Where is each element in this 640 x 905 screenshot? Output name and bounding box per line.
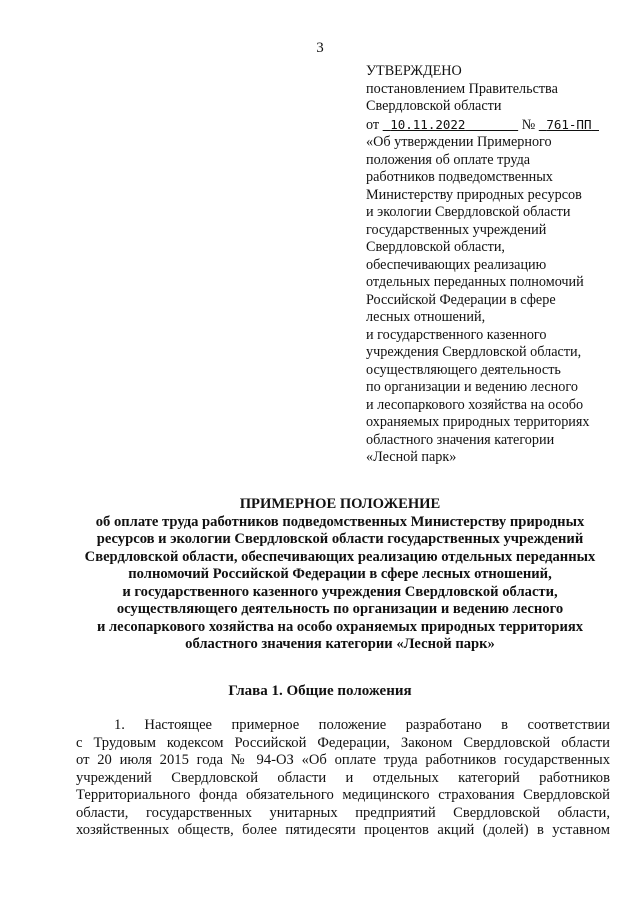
date-prefix: от — [366, 116, 380, 133]
approval-subject-line: отдельных переданных полномочий — [366, 274, 584, 290]
approval-subject-line: Свердловской области, — [366, 239, 505, 255]
approval-line: Свердловской области — [366, 98, 502, 114]
approval-subject-line: и экологии Свердловской области — [366, 204, 571, 220]
approval-subject-line: учреждения Свердловской области, — [366, 344, 582, 360]
document-title-line: полномочий Российской Федерации в сфере лесных отношений, — [128, 566, 552, 582]
approval-subject-line: «Об утверждении Примерного — [366, 134, 552, 150]
approval-subject-line: «Лесной парк» — [366, 449, 457, 465]
approval-line: постановлением Правительства — [366, 80, 558, 97]
document-title-line: Свердловской области, обеспечивающих реализацию отдельных переданных — [84, 548, 596, 565]
approval-subject-line: по организации и ведению лесного — [366, 379, 578, 395]
approval-subject-line: лесных отношений, — [366, 309, 486, 325]
approval-date: 10.11.2022 — [390, 116, 466, 132]
document-title-line: ресурсов и экологии Свердловской области государственных учреждений — [96, 531, 584, 547]
approval-subject-line: работников подведомственных — [366, 169, 553, 185]
approval-number: 761-ПП — [546, 116, 592, 132]
approval-subject-line: и лесопаркового хозяйства на особо — [366, 396, 584, 413]
approval-subject-line: положения об оплате труда — [366, 151, 531, 168]
document-title-heading: ПРИМЕРНОЕ ПОЛОЖЕНИЕ — [239, 496, 441, 512]
approval-subject-line: обеспечивающих реализацию — [366, 256, 547, 273]
approval-subject-line: осуществляющего деятельность — [366, 361, 561, 378]
number-prefix: № — [521, 116, 536, 133]
approval-subject-line: Российской Федерации в сфере — [366, 291, 556, 308]
body-paragraph — [76, 717, 610, 840]
paragraph-line: учреждений Свердловской области и отдельных категорий работников — [76, 769, 610, 786]
document-title-line: и лесопаркового хозяйства на особо охраняемых природных территориях — [96, 618, 584, 635]
paragraph-line: Территориального фонда обязательного медицинского страхования Свердловской — [76, 787, 610, 803]
document-title-line: областного значения категории «Лесной парк» — [185, 636, 495, 652]
approval-subject-line: и государственного казенного — [366, 326, 547, 343]
document-title-line: об оплате труда работников подведомственных Министерству природных — [95, 513, 585, 530]
approval-subject-line: Министерству природных ресурсов — [366, 186, 582, 203]
chapter-heading: Глава 1. Общие положения — [228, 683, 412, 699]
page-number: 3 — [316, 40, 324, 56]
paragraph-line: 1. Настоящее примерное положение разработано в соответствии — [114, 717, 610, 733]
document-title-line: осуществляющего деятельность по организации и ведению лесного — [116, 601, 564, 617]
approval-heading: УТВЕРЖДЕНО — [366, 63, 462, 79]
approval-subject-line: государственных учреждений — [366, 221, 547, 238]
approval-date-line — [366, 116, 636, 135]
approval-block — [366, 63, 636, 467]
approval-subject-line: охраняемых природных территориях — [366, 414, 590, 430]
document-title — [70, 496, 610, 654]
document-title-line: и государственного казенного учреждения Свердловской области, — [122, 583, 558, 600]
approval-subject-line: областного значения категории — [366, 431, 555, 448]
paragraph-line: от 20 июля 2015 года № 94-ОЗ «Об оплате труда работников государственных — [76, 752, 610, 768]
paragraph-line: хозяйственных обществ, более пятидесяти процентов акций (долей) в уставном — [76, 822, 610, 838]
paragraph-line: с Трудовым кодексом Российской Федерации, Законом Свердловской области — [76, 734, 610, 751]
paragraph-line: области, государственных унитарных предприятий Свердловской области, — [76, 804, 610, 821]
